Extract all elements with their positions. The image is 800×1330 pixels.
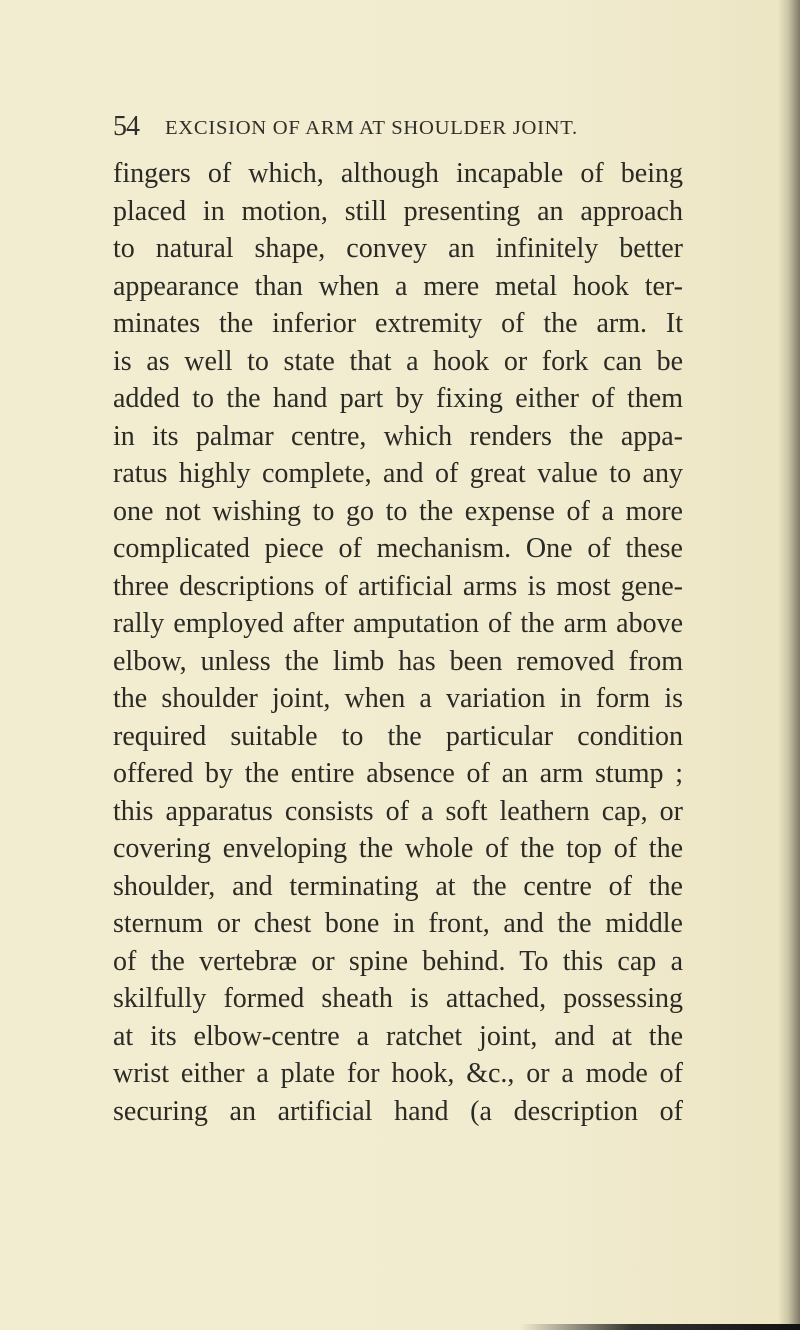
text-line: sternum or chest bone in front, and the middle xyxy=(113,908,683,939)
text-line: in its palmar centre, which renders the appa- xyxy=(113,420,683,452)
text-line: securing an artificial hand (a description of xyxy=(113,1095,683,1127)
text-line: the shoulder joint, when a variation in form is xyxy=(113,683,683,714)
page-bottom-edge xyxy=(520,1324,800,1330)
text-line: to natural shape, convey an infinitely better xyxy=(113,233,683,264)
body-text xyxy=(113,155,683,1130)
text-line: appearance than when a mere metal hook ter- xyxy=(113,270,683,302)
page-number: 54 xyxy=(113,111,139,142)
text-line: required suitable to the particular condition xyxy=(113,720,683,752)
text-line: rally employed after amputation of the arm above xyxy=(113,608,683,639)
text-line: ratus highly complete, and of great value to any xyxy=(113,458,683,489)
text-line: covering enveloping the whole of the top of the xyxy=(113,833,683,864)
text-line: offered by the entire absence of an arm stump ; xyxy=(113,758,683,789)
text-line: one not wishing to go to the expense of a more xyxy=(113,495,683,527)
text-line: at its elbow-centre a ratchet joint, and at the xyxy=(113,1020,683,1052)
text-line: is as well to state that a hook or fork can be xyxy=(113,345,683,377)
text-line: minates the inferior extremity of the arm. It xyxy=(113,308,683,339)
page-header xyxy=(113,112,673,142)
text-line: wrist either a plate for hook, &c., or a mode of xyxy=(113,1058,683,1089)
running-head: EXCISION OF ARM AT SHOULDER JOINT. xyxy=(165,117,578,139)
text-line: added to the hand part by fixing either of them xyxy=(113,383,683,414)
text-line: skilfully formed sheath is attached, possessing xyxy=(113,983,683,1014)
text-line: elbow, unless the limb has been removed from xyxy=(113,645,683,677)
text-line: fingers of which, although incapable of being xyxy=(113,158,683,189)
text-line: shoulder, and terminating at the centre of the xyxy=(113,870,683,902)
text-line: three descriptions of artificial arms is most gene- xyxy=(113,570,683,602)
text-line: of the vertebræ or spine behind. To this cap a xyxy=(113,945,683,977)
text-line: this apparatus consists of a soft leathern cap, or xyxy=(113,795,683,827)
text-line: placed in motion, still presenting an approach xyxy=(113,195,683,227)
text-line: complicated piece of mechanism. One of these xyxy=(113,533,683,564)
page-edge-shadow xyxy=(778,0,800,1330)
